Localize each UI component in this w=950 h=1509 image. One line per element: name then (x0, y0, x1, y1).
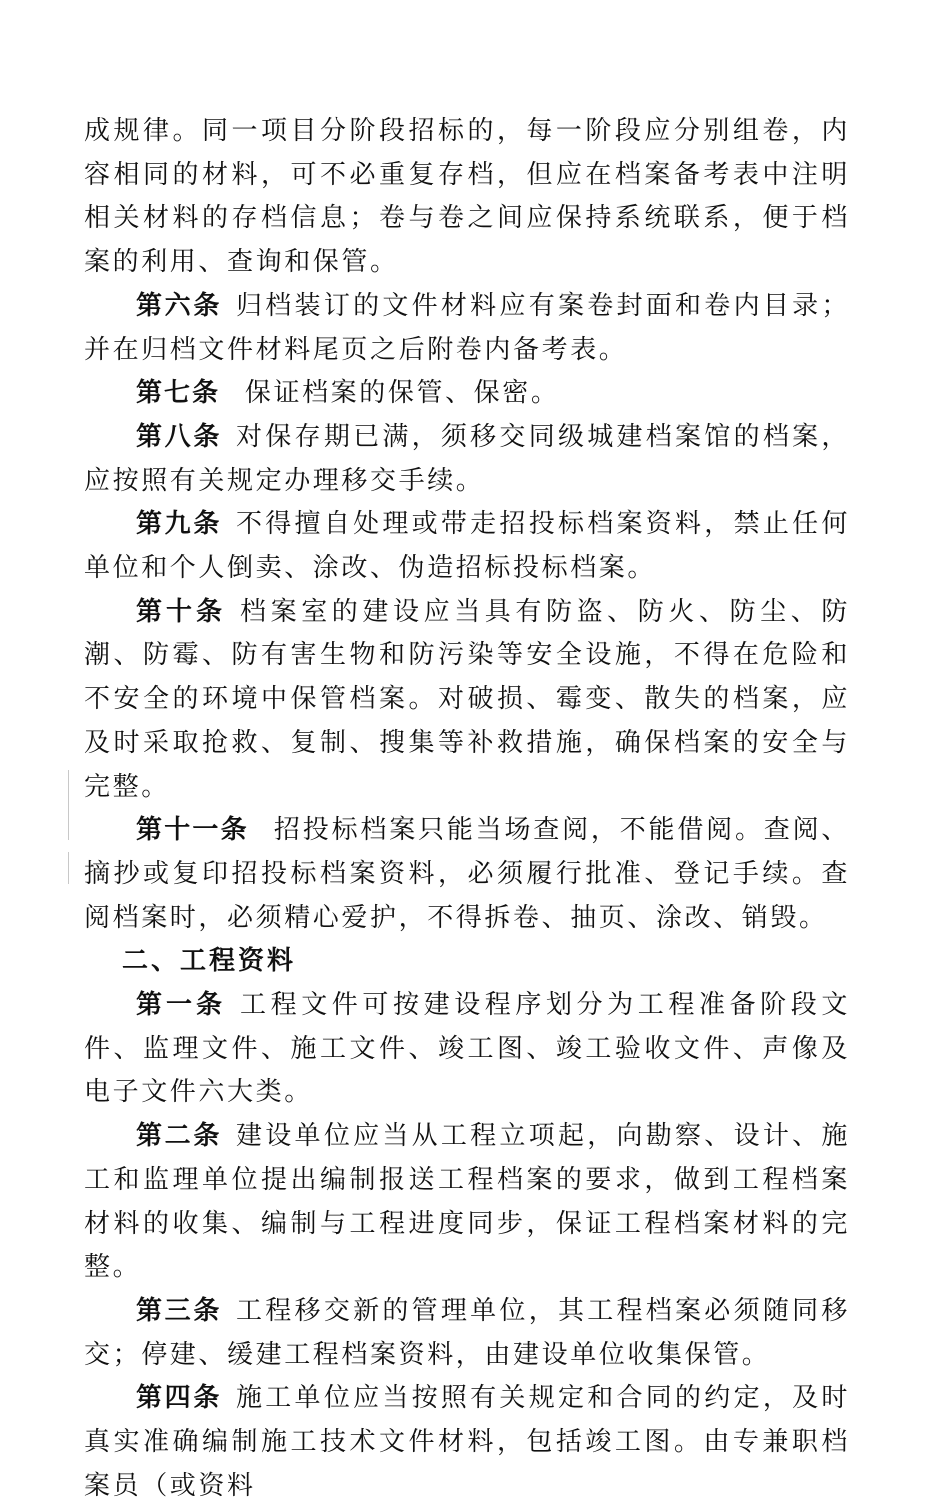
document-body (84, 110, 850, 1509)
article-text: 保证档案的保管、保密。 (234, 378, 560, 409)
article-text: 施工单位应当按照有关规定和合同的约定，及时真实准确编制施工技术文件材料，包括竣工图。由专兼职档案员（或资料 (84, 1383, 850, 1501)
article-label: 第十一条 (136, 815, 249, 846)
article-text: 对保存期已满，须移交同级城建档案馆的档案，应按照有关规定办理移交手续。 (84, 421, 850, 496)
section2-article-4 (84, 1377, 850, 1508)
article-label: 第八条 (136, 421, 223, 452)
article-label: 第四条 (136, 1383, 223, 1414)
section2-article-3 (84, 1290, 850, 1377)
article-text: 档案室的建设应当具有防盗、防火、防尘、防潮、防霉、防有害生物和防污染等安全设施，不得在危险和不安全的环境中保管档案。对破损、霉变、散失的档案，应及时采取抢救、复制、搜集等补救措施，确保档案的安全与完整。 (84, 596, 850, 802)
article-6 (84, 285, 850, 372)
article-text: 不得擅自处理或带走招投标档案资料，禁止任何单位和个人倒卖、涂改、伪造招标投标档案。 (84, 509, 850, 584)
article-text: 建设单位应当从工程立项起，向勘察、设计、施工和监理单位提出编制报送工程档案的要求，做到工程档案材料的收集、编制与工程进度同步，保证工程档案材料的完整。 (84, 1121, 850, 1283)
section2-article-1 (84, 984, 850, 1115)
article-label: 第三条 (136, 1295, 223, 1326)
article-8 (84, 416, 850, 503)
article-11 (84, 809, 850, 940)
article-label: 第一条 (136, 990, 226, 1021)
continuation-paragraph: 成规律。同一项目分阶段招标的，每一阶段应分别组卷，内容相同的材料，可不必重复存档，但应在档案备考表中注明相关材料的存档信息；卷与卷之间应保持系统联系，便于档案的利用、查询和保管。 (84, 116, 850, 278)
section-heading: 二、工程资料 (122, 946, 297, 977)
article-text: 工程移交新的管理单位，其工程档案必须随同移交；停建、缓建工程档案资料，由建设单位收集保管。 (84, 1295, 850, 1370)
article-text: 招投标档案只能当场查阅，不能借阅。查阅、摘抄或复印招投标档案资料，必须履行批准、登记手续。查阅档案时，必须精心爱护，不得拆卷、抽页、涂改、销毁。 (84, 815, 850, 933)
article-label: 第九条 (136, 509, 223, 540)
article-9 (84, 503, 850, 590)
article-label: 第六条 (136, 290, 223, 321)
margin-line-mark (68, 852, 69, 884)
article-label: 第十条 (136, 596, 226, 627)
margin-line-mark (68, 770, 69, 840)
article-10 (84, 591, 850, 810)
article-text: 归档装订的文件材料应有案卷封面和卷内目录；并在归档文件材料尾页之后附卷内备考表。 (84, 290, 850, 365)
article-text: 工程文件可按建设程序划分为工程准备阶段文件、监理文件、施工文件、竣工图、竣工验收文件、声像及电子文件六大类。 (84, 990, 850, 1108)
article-label: 第七条 (136, 378, 221, 409)
article-7 (84, 372, 850, 416)
article-label: 第二条 (136, 1121, 223, 1152)
section2-article-2 (84, 1115, 850, 1290)
